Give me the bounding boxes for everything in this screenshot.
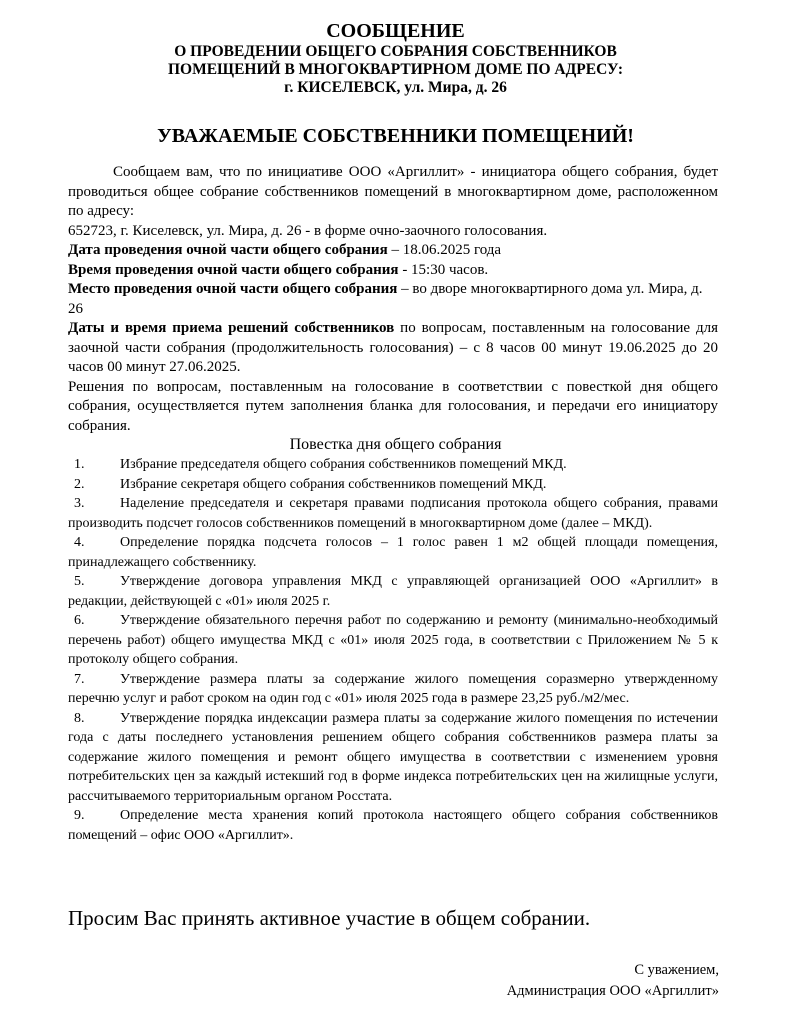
- agenda-item-number: 2.: [74, 476, 85, 492]
- accept-line: [68, 319, 718, 378]
- time-line: [68, 261, 718, 281]
- agenda-item-number: 5.: [74, 574, 85, 589]
- agenda-item-text: Утверждение обязательного перечня работ по содержанию и ремонту (минимально-необходимый перечень работ) общего имущества МКД с «01» июля 2025 года, в соответствии с Приложением № 5 к протоколу общего собрания.: [68, 613, 718, 667]
- place-line: [68, 280, 718, 319]
- notice-subtitle-line-1: О ПРОВЕДЕНИИ ОБЩЕГО СОБРАНИЯ СОБСТВЕННИКОВ: [174, 43, 617, 60]
- greeting-heading: УВАЖАЕМЫЕ СОБСТВЕННИКИ ПОМЕЩЕНИЙ!: [157, 125, 634, 147]
- address-line: 652723, г. Киселевск, ул. Мира, д. 26 - в форме очно-заочного голосования.: [68, 222, 548, 239]
- signature-organization: Администрация ООО «Аргиллит»: [506, 983, 719, 999]
- agenda-item-number: 7.: [74, 671, 85, 687]
- agenda-item: [68, 670, 718, 709]
- agenda-item-text: Избрание секретаря общего собрания собственников помещений МКД.: [120, 476, 547, 492]
- closing-appeal: Просим Вас принять активное участие в общем собрании.: [68, 906, 591, 930]
- agenda-item-text: Утверждение размера платы за содержание жилого помещения соразмерно утвержденному перечню услуг и работ сроком на один год с «01» июля 2025 года в размере 23,25 руб./м2/мес.: [68, 671, 718, 706]
- date-line: [68, 241, 718, 261]
- signature-greeting: С уважением,: [634, 962, 719, 978]
- agenda-item-number: 6.: [74, 613, 85, 628]
- agenda-item: [68, 455, 718, 475]
- date-label: Дата проведения очной части общего собрания: [68, 242, 388, 258]
- agenda-title: Повестка дня общего собрания: [289, 436, 502, 453]
- place-label: Место проведения очной части общего собрания: [68, 281, 398, 297]
- agenda-item-number: 3.: [74, 496, 85, 511]
- agenda-item-number: 8.: [74, 710, 85, 726]
- agenda-item-text: Определение места хранения копий протокола настоящего общего собрания собственников помещений – офис ООО «Аргиллит».: [68, 808, 718, 843]
- date-value: – 18.06.2025 года: [387, 242, 502, 258]
- agenda-item: [68, 611, 718, 670]
- agenda-list: [68, 455, 718, 845]
- decisions-paragraph: Решения по вопросам, поставленным на голосование в соответствии с повесткой дня общего собрания, осуществляется путем заполнения бланка для голосования, и передачи его инициатору собрания.: [68, 378, 718, 434]
- time-label: Время проведения очной части общего собрания: [68, 261, 399, 278]
- notice-address: г. КИСЕЛЕВСК, ул. Мира, д. 26: [284, 79, 507, 96]
- agenda-item: [68, 572, 718, 611]
- agenda-item-text: Определение порядка подсчета голосов – 1 голос равен 1 м2 общей площади помещения, принадлежащего собственнику.: [68, 535, 718, 570]
- agenda-item-number: 9.: [74, 808, 85, 823]
- signature-block: [507, 960, 719, 1002]
- agenda-item-text: Утверждение порядка индексации размера платы за содержание жилого помещения по истечении года с даты последнего установления решением общего собрания собственников размера платы за содержание жилого помещения и ремонт общего имущества в соответствии с изменением уровня потребительских цен за каждый истекший год в форме индекса потребительских цен на жилищные услуги, рассчитываемого территориальным органом Росстата.: [68, 710, 718, 804]
- agenda-item-text: Утверждение договора управления МКД с управляющей организацией ООО «Аргиллит» в редакции, действующей с «01» июля 2025 г.: [68, 574, 718, 609]
- accept-value: по вопросам, поставленным на голосование для заочной части собрания (продолжительность голосования) – с 8 часов 00 минут 19.06.2025 до 20 часов 00 минут 27.06.2025.: [68, 320, 718, 375]
- notice-title: СООБЩЕНИЕ: [326, 20, 465, 42]
- agenda-item: [68, 475, 718, 495]
- intro-paragraph: Сообщаем вам, что по инициативе ООО «Аргиллит» - инициатора общего собрания, будет проводиться общее собрание собственников помещений в многоквартирном доме, расположенном по адресу:: [68, 164, 718, 219]
- agenda-item: [68, 709, 718, 807]
- agenda-item-text: Наделение председателя и секретаря правами подписания протокола общего собрания, правами производить подсчет голосов собственников помещений в многоквартирном доме (далее – МКД).: [68, 496, 718, 531]
- notice-subtitle-line-2: ПОМЕЩЕНИЙ В МНОГОКВАРТИРНОМ ДОМЕ ПО АДРЕСУ:: [167, 61, 624, 78]
- agenda-item-text: Избрание председателя общего собрания собственников помещений МКД.: [120, 457, 567, 472]
- time-value: - 15:30 часов.: [398, 261, 489, 278]
- agenda-item-number: 4.: [74, 535, 85, 550]
- intro-section: [68, 163, 718, 436]
- agenda-item: [68, 806, 718, 845]
- place-value: – во дворе многоквартирного дома ул. Мира, д. 26: [68, 281, 703, 317]
- agenda-item: [68, 494, 718, 533]
- accept-label: Даты и время приема решений собственников: [68, 320, 395, 336]
- agenda-item-number: 1.: [74, 457, 85, 472]
- agenda-item: [68, 533, 718, 572]
